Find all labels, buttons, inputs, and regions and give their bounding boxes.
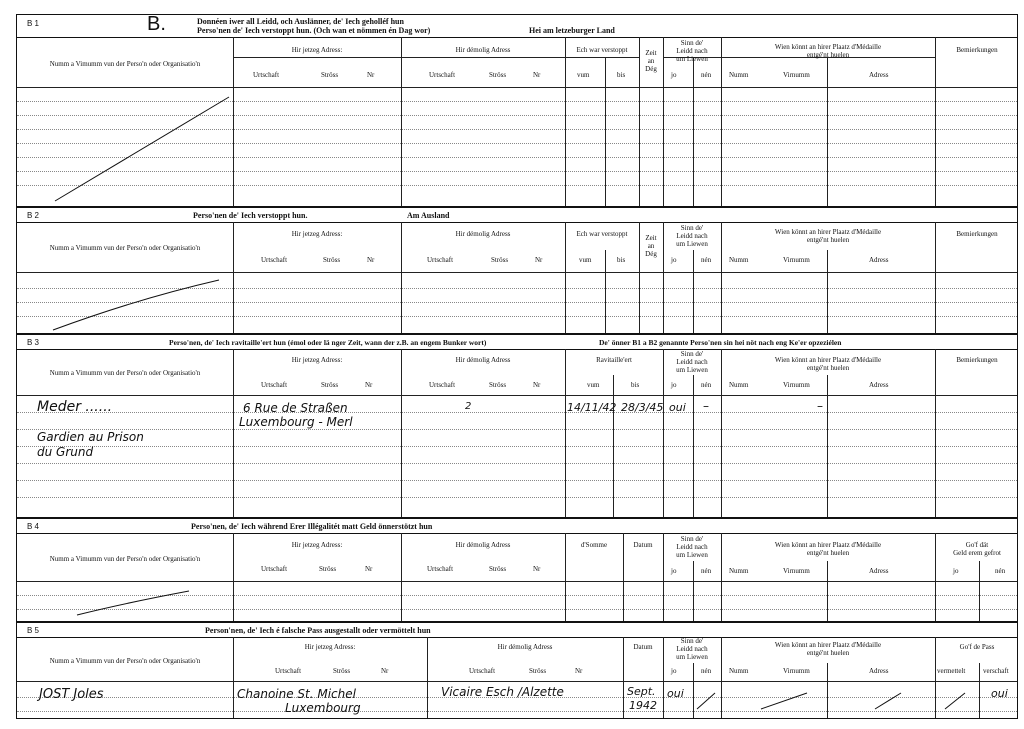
- section-b1: [16, 14, 1018, 207]
- col-name-header: Numm a Vimumm vun der Perso'n oder Organisatio'n: [49, 60, 201, 68]
- col-nr: Nr: [535, 256, 543, 264]
- col-numm: Numm: [729, 567, 749, 575]
- entry-name: JOST Joles: [39, 687, 104, 702]
- section-b4: [16, 518, 1018, 622]
- section-b3-title-extra: De' önner B1 a B2 genannte Perso'nen sin hei nöt nach eng Ke'er opzeziélen: [599, 338, 842, 347]
- col-alive-l2: Leidd nach: [676, 232, 708, 240]
- strike-through-line: [17, 15, 1019, 208]
- col-alive-l1: Sinn de': [680, 637, 704, 645]
- section-b1-title-place: Hei am letzeburger Land: [529, 26, 615, 35]
- entry-former-nr: 2: [465, 401, 472, 412]
- col-bis: bis: [631, 381, 640, 389]
- col-alive-l2: Leidd nach: [676, 358, 708, 366]
- col-ravitaille-header: Ravitaille'ert: [596, 356, 632, 364]
- col-vum: vum: [577, 71, 590, 79]
- col-numm: Numm: [729, 256, 749, 264]
- col-medal-l1: Wien könnt an hirer Plaatz d'Médaille: [774, 541, 882, 549]
- col-alive-l2: Leidd nach: [676, 645, 708, 653]
- entry-name: Meder ......: [37, 399, 113, 415]
- col-nr: Nr: [381, 667, 389, 675]
- col-virnumm: Virnumm: [783, 667, 810, 675]
- section-b1-title-line2: Perso'nen de' Iech verstoppt hun. (Och wan et nömmen én Dag wor): [197, 26, 431, 35]
- col-remarks: Bemierkungen: [956, 356, 998, 364]
- section-b3-id: B 3: [27, 338, 40, 347]
- col-strooss: Ströss: [489, 565, 507, 573]
- col-pass-header: Go'f de Pass: [959, 643, 995, 651]
- col-name-header: Numm a Vimumm vun der Perso'n oder Organisatio'n: [49, 555, 201, 563]
- col-current-address-header: Hir jetzeg Adress:: [291, 46, 343, 54]
- entry-address-line1: Chanoine St. Michel: [237, 687, 356, 701]
- strike-through-line: [17, 208, 1019, 335]
- section-b2-title-place: Am Ausland: [407, 211, 450, 220]
- section-b1-title-line1: Donnéen iwer all Leidd, och Auslänner, de' Iech geholléf hun: [197, 17, 404, 26]
- col-current-address-header: Hir jetzeg Adress:: [291, 230, 343, 238]
- col-medal-l1: Wien könnt an hirer Plaatz d'Médaille: [774, 228, 882, 236]
- col-remarks: Bemierkungen: [956, 46, 998, 54]
- col-medal-l2: entgé'nt huelen: [806, 51, 850, 59]
- col-bis: bis: [617, 256, 626, 264]
- col-nr: Nr: [533, 565, 541, 573]
- col-virnumm: Virnumm: [783, 256, 810, 264]
- col-strooss: Ströss: [319, 565, 337, 573]
- strike-through-line: [17, 519, 1019, 623]
- section-b1-id: B 1: [27, 19, 40, 28]
- col-adress: Adress: [869, 667, 889, 675]
- col-time-l2: an: [647, 57, 655, 65]
- col-remarks: Bemierkungen: [956, 230, 998, 238]
- col-time-l3: Dég: [645, 65, 657, 73]
- col-ortschaft: Urtschaft: [429, 381, 456, 389]
- entry-bis: 28/3/45: [621, 401, 664, 414]
- col-former-address-header: Hir démolig Adress: [455, 356, 511, 364]
- entry-address-line2: Luxembourg: [285, 701, 361, 715]
- strike-through-marks: [17, 623, 1019, 720]
- col-money-l2: Geld erem gefrot: [953, 549, 1001, 557]
- col-alive-l2: Leidd nach: [676, 543, 708, 551]
- col-date-header: Datum: [633, 541, 653, 549]
- entry-vum: 14/11/42: [567, 401, 617, 414]
- col-amount-header: d'Somme: [580, 541, 608, 549]
- col-alive-l3: um Liewen: [676, 551, 708, 559]
- col-ortschaft: Urtschaft: [469, 667, 496, 675]
- col-former-address-header: Hir démolig Adress: [455, 46, 511, 54]
- col-jo: jo: [671, 256, 677, 264]
- entry-verschaft-yes: oui: [991, 687, 1008, 700]
- col-nen: nén: [701, 667, 712, 675]
- col-ortschaft: Urtschaft: [261, 256, 288, 264]
- col-virnumm: Virnumm: [783, 567, 810, 575]
- col-alive-l1: Sinn de': [680, 535, 704, 543]
- col-nr: Nr: [365, 381, 373, 389]
- col-jo: jo: [671, 381, 677, 389]
- section-b5-id: B 5: [27, 626, 40, 635]
- col-current-address-header: Hir jetzeg Adress:: [291, 541, 343, 549]
- entry-role-line2: du Grund: [37, 445, 94, 459]
- section-b3: [16, 334, 1018, 518]
- col-numm: Numm: [729, 71, 749, 79]
- col-ortschaft: Urtschaft: [261, 381, 288, 389]
- entry-address-line1: 6 Rue de Straßen: [243, 401, 348, 415]
- col-nr: Nr: [533, 71, 541, 79]
- col-strooss: Ströss: [321, 71, 339, 79]
- col-virnumm: Virnumm: [783, 71, 810, 79]
- entry-alive-yes: oui: [667, 687, 684, 700]
- col-strooss: Ströss: [489, 71, 507, 79]
- section-b2-title: Perso'nen de' Iech verstoppt hun.: [193, 211, 308, 220]
- entry-former-address: Vicaire Esch /Alzette: [441, 685, 564, 699]
- col-ortschaft: Urtschaft: [427, 256, 454, 264]
- col-vum: vum: [579, 256, 592, 264]
- section-b4-title: Perso'nen, de' Iech während Erer Illégalitét matt Geld önnerstötzt hun: [191, 522, 433, 531]
- col-alive-l3: um Liewen: [676, 366, 708, 374]
- col-numm: Numm: [729, 667, 749, 675]
- col-hidden-header: Ech war verstoppt: [576, 46, 628, 54]
- col-bis: bis: [617, 71, 626, 79]
- section-b2-id: B 2: [27, 211, 40, 220]
- col-alive-l3: um Liewen: [676, 240, 708, 248]
- col-medal-l1: Wien könnt an hirer Plaatz d'Médaille: [774, 43, 882, 51]
- col-ortschaft: Urtschaft: [261, 565, 288, 573]
- col-adress: Adress: [869, 71, 889, 79]
- col-current-address-header: Hir jetzeg Adress:: [291, 356, 343, 364]
- col-nen: nén: [701, 381, 712, 389]
- col-nr: Nr: [575, 667, 583, 675]
- section-b-letter: B.: [147, 13, 166, 35]
- col-jo: jo: [953, 567, 959, 575]
- col-adress: Adress: [869, 381, 889, 389]
- entry-role-line1: Gardien au Prison: [37, 430, 144, 444]
- col-medal-l1: Wien könnt an hirer Plaatz d'Médaille: [774, 356, 882, 364]
- entry-date-line2: 1942: [629, 699, 657, 712]
- section-b5-title: Person'nen, de' Iech é falsche Pass ausgestallt oder vermöttelt hun: [205, 626, 431, 635]
- entry-address-line2: Luxembourg - Merl: [239, 415, 353, 429]
- col-nen: nén: [701, 567, 712, 575]
- col-adress: Adress: [869, 256, 889, 264]
- col-nr: Nr: [533, 381, 541, 389]
- col-strooss: Ströss: [491, 256, 509, 264]
- col-nen: nén: [995, 567, 1006, 575]
- entry-date-line1: Sept.: [627, 685, 656, 698]
- col-name-header: Numm a Vimumm vun der Perso'n oder Organisatio'n: [49, 244, 201, 252]
- col-jo: jo: [671, 667, 677, 675]
- col-alive-l1: Sinn de': [680, 350, 704, 358]
- col-jo: jo: [671, 71, 677, 79]
- col-alive-l2: Leidd nach: [676, 47, 708, 55]
- col-nen: nén: [701, 71, 712, 79]
- col-numm: Numm: [729, 381, 749, 389]
- entry-alive-yes: oui: [669, 401, 686, 414]
- col-ortschaft: Urtschaft: [275, 667, 302, 675]
- col-date-header: Datum: [633, 643, 653, 651]
- col-nr: Nr: [367, 71, 375, 79]
- col-name-header: Numm a Vimumm vun der Perso'n oder Organisatio'n: [49, 369, 201, 377]
- col-alive-l1: Sinn de': [680, 39, 704, 47]
- col-strooss: Ströss: [489, 381, 507, 389]
- col-vermettelt: vermettelt: [937, 667, 966, 675]
- col-strooss: Ströss: [321, 381, 339, 389]
- col-virnumm: Virnumm: [783, 381, 810, 389]
- col-nen: nén: [701, 256, 712, 264]
- section-b5: [16, 622, 1018, 719]
- col-medal-l2: entgé'nt huelen: [806, 649, 850, 657]
- col-hidden-header: Ech war verstoppt: [576, 230, 628, 238]
- col-jo: jo: [671, 567, 677, 575]
- col-strooss: Ströss: [323, 256, 341, 264]
- section-b3-title: Perso'nen, de' Iech ravitaille'ert hun (émol oder lä nger Zeit, wann der z.B. an engem Bunker wort): [169, 338, 487, 347]
- col-current-address-header: Hir jetzeg Adress:: [304, 643, 356, 651]
- col-time-l1: Zeit: [645, 234, 657, 242]
- entry-alive-no-dash: –: [703, 399, 709, 413]
- col-alive-l3: um Liewen: [676, 55, 708, 63]
- col-nr: Nr: [367, 256, 375, 264]
- col-nr: Nr: [365, 565, 373, 573]
- col-ortschaft: Urtschaft: [427, 565, 454, 573]
- col-time-l3: Dég: [645, 250, 657, 258]
- col-ortschaft: Urtschaft: [429, 71, 456, 79]
- col-money-l1: Go'f dät: [965, 541, 989, 549]
- col-medal-l1: Wien könnt an hirer Plaatz d'Médaille: [774, 641, 882, 649]
- col-former-address-header: Hir démolig Adress: [455, 541, 511, 549]
- col-medal-l2: entgé'nt huelen: [806, 236, 850, 244]
- section-b2: [16, 207, 1018, 334]
- col-strooss: Ströss: [333, 667, 351, 675]
- section-b4-id: B 4: [27, 522, 40, 531]
- col-vum: vum: [587, 381, 600, 389]
- col-adress: Adress: [869, 567, 889, 575]
- col-medal-l2: entgé'nt huelen: [806, 364, 850, 372]
- col-alive-l1: Sinn de': [680, 224, 704, 232]
- col-alive-l3: um Liewen: [676, 653, 708, 661]
- entry-medal-dash: –: [817, 399, 823, 413]
- col-medal-l2: entgé'nt huelen: [806, 549, 850, 557]
- col-ortschaft: Urtschaft: [253, 71, 280, 79]
- col-verschaft: verschaft: [983, 667, 1009, 675]
- col-former-address-header: Hir démolig Adress: [455, 230, 511, 238]
- col-time-l1: Zeit: [645, 49, 657, 57]
- col-former-address-header: Hir démolig Adress: [497, 643, 553, 651]
- col-time-l2: an: [647, 242, 655, 250]
- col-strooss: Ströss: [529, 667, 547, 675]
- col-name-header: Numm a Vimumm vun der Perso'n oder Organisatio'n: [49, 657, 201, 665]
